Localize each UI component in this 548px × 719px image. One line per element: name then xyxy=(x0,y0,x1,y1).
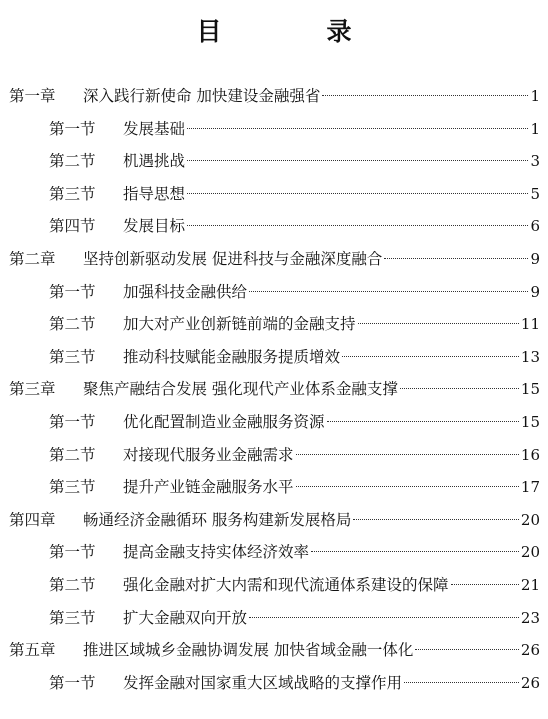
toc-section-entry[interactable] xyxy=(0,474,548,507)
toc-entry-text: 发展基础 xyxy=(123,119,186,138)
toc-entry-number: 第二节 xyxy=(49,445,96,464)
toc-entry-text: 聚焦产融结合发展 强化现代产业体系金融支撑 xyxy=(83,380,398,399)
toc-entry-line xyxy=(9,246,540,272)
toc-entry-label xyxy=(49,344,340,370)
toc-chapter-entry[interactable] xyxy=(0,83,548,116)
toc-entry-number: 第三节 xyxy=(49,184,96,203)
toc-section-entry[interactable] xyxy=(0,670,548,703)
toc-page-number: 9 xyxy=(530,249,540,268)
toc-page-number: 17 xyxy=(520,478,540,497)
toc-dot-leader xyxy=(322,95,528,96)
toc-entry-line xyxy=(49,344,540,370)
toc-entry-label xyxy=(9,83,320,109)
toc-entry-label xyxy=(9,376,398,402)
toc-page-number: 5 xyxy=(530,184,540,203)
toc-chapter-entry[interactable] xyxy=(0,246,548,279)
toc-section-entry[interactable] xyxy=(0,148,548,181)
toc-section-entry[interactable] xyxy=(0,605,548,638)
toc-entry-line xyxy=(49,279,540,305)
toc-dot-leader xyxy=(187,193,528,194)
toc-entry-number: 第四节 xyxy=(49,217,96,236)
toc-entry-text: 深入践行新使命 加快建设金融强省 xyxy=(83,87,321,105)
toc-entry-line xyxy=(49,116,540,142)
toc-entry-number: 第四章 xyxy=(9,510,56,529)
toc-section-entry[interactable] xyxy=(0,311,548,344)
toc-page-number: 20 xyxy=(520,510,540,529)
toc-entry-text: 推进区域城乡金融协调发展 加快省域金融一体化 xyxy=(83,641,414,660)
toc-dot-leader xyxy=(400,388,519,389)
toc-dot-leader xyxy=(358,323,519,324)
toc-section-entry[interactable] xyxy=(0,181,548,214)
toc-entry-label xyxy=(49,116,185,142)
toc-entry-label xyxy=(49,474,294,500)
toc-page-number: 6 xyxy=(530,217,540,236)
toc-section-entry[interactable] xyxy=(0,409,548,442)
toc-entry-text: 加大对产业创新链前端的金融支持 xyxy=(123,315,356,334)
toc-entry-label xyxy=(49,605,247,631)
toc-dot-leader xyxy=(353,519,518,520)
toc-entry-text: 指导思想 xyxy=(123,184,186,203)
toc-entry-text: 发挥金融对国家重大区域战略的支撑作用 xyxy=(123,673,403,692)
toc-entry-number: 第一节 xyxy=(49,543,96,562)
toc-entry-line xyxy=(49,213,540,239)
toc-entry-text: 坚持创新驱动发展 促进科技与金融深度融合 xyxy=(83,249,383,268)
toc-entry-line xyxy=(9,637,540,663)
toc-dot-leader xyxy=(342,356,519,357)
toc-dot-leader xyxy=(249,291,528,292)
toc-dot-leader xyxy=(451,584,519,585)
toc-page-number: 15 xyxy=(520,380,540,399)
toc-entry-line xyxy=(49,409,540,435)
toc-dot-leader xyxy=(296,486,519,487)
toc-entry-line xyxy=(9,507,540,533)
toc-entry-text: 机遇挑战 xyxy=(123,152,186,171)
toc-dot-leader xyxy=(296,454,519,455)
toc-entry-number: 第一节 xyxy=(49,673,96,692)
toc-page-number: 21 xyxy=(520,575,540,594)
toc-dot-leader xyxy=(415,649,518,650)
toc-entry-label xyxy=(49,572,449,598)
toc-entry-text: 发展目标 xyxy=(123,217,186,236)
toc-page-number: 9 xyxy=(530,282,540,301)
toc-entry-text: 对接现代服务业金融需求 xyxy=(123,445,294,464)
toc-entry-label xyxy=(49,409,325,435)
toc-dot-leader xyxy=(327,421,519,422)
toc-entry-label xyxy=(49,213,185,239)
toc-dot-leader xyxy=(384,258,528,259)
toc-entry-line xyxy=(49,442,540,468)
toc-entry-label xyxy=(49,311,356,337)
toc-entry-number: 第一节 xyxy=(49,412,96,431)
toc-entry-number: 第二章 xyxy=(9,249,56,268)
toc-entry-label xyxy=(49,148,185,174)
toc-page-number: 26 xyxy=(520,673,540,692)
toc-dot-leader xyxy=(187,225,528,226)
toc-list xyxy=(0,83,548,702)
toc-dot-leader xyxy=(187,160,528,161)
toc-entry-label xyxy=(9,246,382,272)
toc-entry-label xyxy=(9,507,351,533)
toc-entry-number: 第三节 xyxy=(49,347,96,366)
toc-entry-number: 第五章 xyxy=(9,641,56,660)
toc-page-number: 3 xyxy=(530,152,540,171)
toc-page-number: 1 xyxy=(530,119,540,138)
toc-entry-number: 第一章 xyxy=(9,87,56,105)
toc-page-number: 1 xyxy=(530,87,540,105)
toc-entry-number: 第二节 xyxy=(49,575,96,594)
toc-entry-number: 第一节 xyxy=(49,282,96,301)
toc-title: 目 录 xyxy=(196,17,392,46)
toc-entry-text: 优化配置制造业金融服务资源 xyxy=(123,412,325,431)
toc-entry-number: 第二节 xyxy=(49,152,96,171)
toc-section-entry[interactable] xyxy=(0,344,548,377)
toc-dot-leader xyxy=(311,551,519,552)
toc-page-number: 20 xyxy=(520,543,540,562)
toc-chapter-entry[interactable] xyxy=(0,637,548,670)
toc-entry-text: 强化金融对扩大内需和现代流通体系建设的保障 xyxy=(123,575,449,594)
toc-entry-line xyxy=(49,148,540,174)
toc-entry-line xyxy=(49,311,540,337)
toc-entry-text: 推动科技赋能金融服务提质增效 xyxy=(123,347,341,366)
toc-section-entry[interactable] xyxy=(0,572,548,605)
toc-entry-line xyxy=(49,539,540,565)
toc-section-entry[interactable] xyxy=(0,442,548,475)
toc-entry-line xyxy=(49,605,540,631)
toc-page-number: 16 xyxy=(520,445,540,464)
toc-entry-label xyxy=(49,670,402,696)
toc-entry-label xyxy=(49,181,185,207)
toc-entry-label xyxy=(49,539,309,565)
toc-entry-text: 扩大金融双向开放 xyxy=(123,608,248,627)
toc-entry-text: 提高金融支持实体经济效率 xyxy=(123,543,310,562)
toc-entry-number: 第二节 xyxy=(49,315,96,334)
toc-entry-number: 第一节 xyxy=(49,119,96,138)
toc-page-number: 15 xyxy=(520,412,540,431)
toc-entry-line xyxy=(49,572,540,598)
toc-section-entry[interactable] xyxy=(0,279,548,312)
toc-entry-text: 畅通经济金融循环 服务构建新发展格局 xyxy=(83,510,352,529)
toc-chapter-entry[interactable] xyxy=(0,507,548,540)
toc-entry-label xyxy=(49,442,294,468)
toc-entry-text: 提升产业链金融服务水平 xyxy=(123,478,294,497)
toc-chapter-entry[interactable] xyxy=(0,376,548,409)
toc-entry-line xyxy=(49,670,540,696)
toc-entry-line xyxy=(49,474,540,500)
toc-entry-label xyxy=(49,279,247,305)
toc-page-number: 26 xyxy=(520,641,540,660)
toc-entry-number: 第三节 xyxy=(49,608,96,627)
toc-entry-text: 加强科技金融供给 xyxy=(123,282,248,301)
toc-section-entry[interactable] xyxy=(0,116,548,149)
toc-page-number: 11 xyxy=(520,315,540,334)
toc-entry-number: 第三节 xyxy=(49,478,96,497)
toc-entry-line xyxy=(9,83,540,109)
toc-entry-line xyxy=(49,181,540,207)
toc-dot-leader xyxy=(404,682,519,683)
toc-section-entry[interactable] xyxy=(0,539,548,572)
toc-dot-leader xyxy=(187,128,528,129)
toc-entry-label xyxy=(9,637,413,663)
toc-entry-line xyxy=(9,376,540,402)
toc-dot-leader xyxy=(249,617,519,618)
toc-section-entry[interactable] xyxy=(0,213,548,246)
toc-page-number: 23 xyxy=(520,608,540,627)
toc-entry-number: 第三章 xyxy=(9,380,56,399)
toc-page-number: 13 xyxy=(520,347,540,366)
